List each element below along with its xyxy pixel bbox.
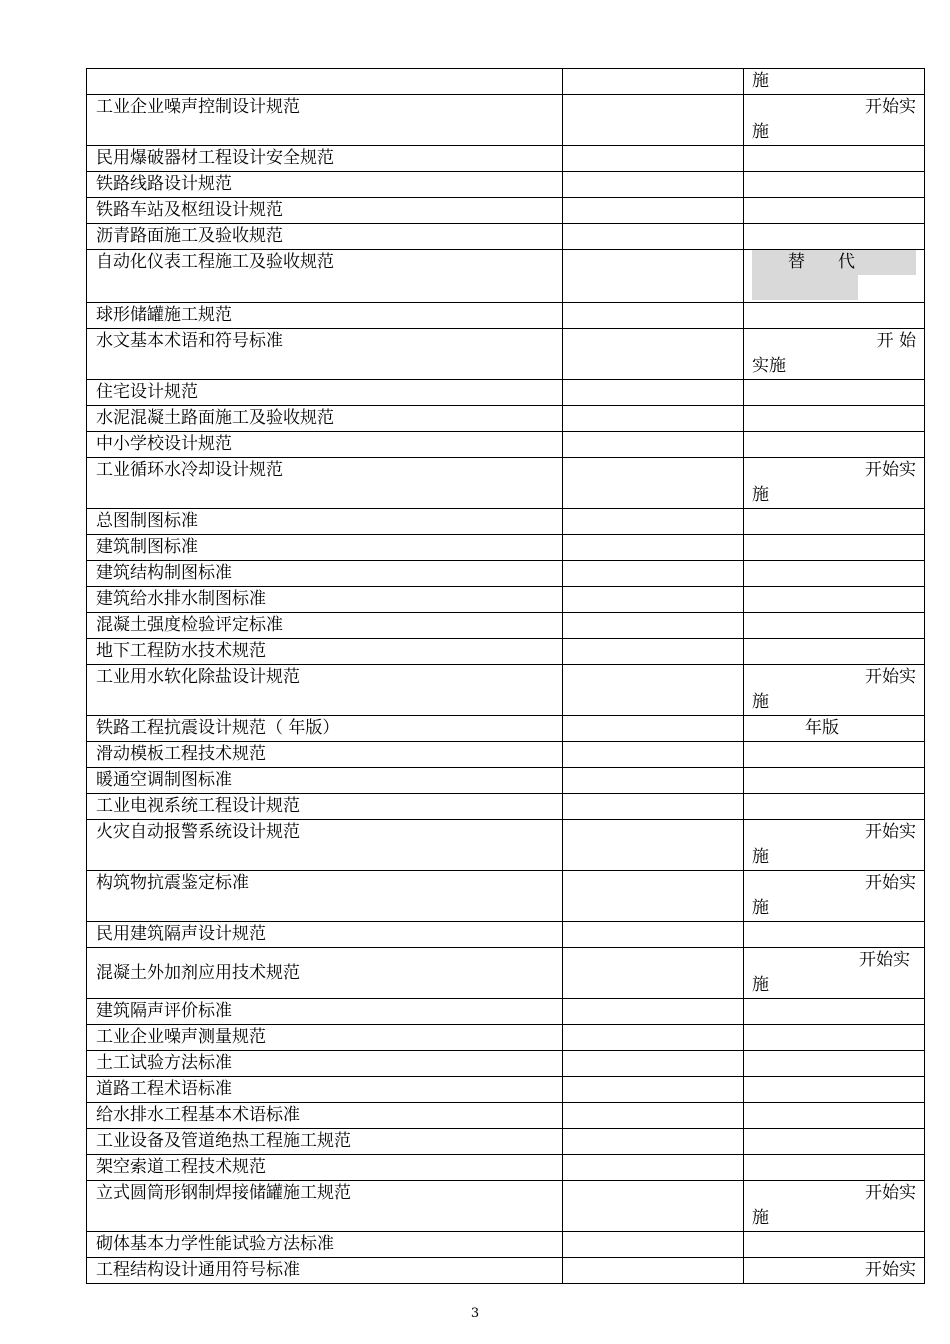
code-cell <box>563 871 744 922</box>
table-row <box>87 329 925 380</box>
code-cell <box>563 561 744 587</box>
note-cell <box>744 172 925 198</box>
standard-name-cell <box>87 250 563 303</box>
table-row <box>87 224 925 250</box>
standard-name: 自动化仪表工程施工及验收规范 <box>96 252 334 272</box>
standard-name-cell <box>87 948 563 999</box>
note-cell <box>744 1181 925 1232</box>
table-row <box>87 95 925 146</box>
note-cell <box>744 871 925 922</box>
code-cell <box>563 1077 744 1103</box>
code-cell <box>563 95 744 146</box>
standard-name-cell <box>87 639 563 665</box>
page-number: 3 <box>470 1306 480 1321</box>
status-text-cont: 施 <box>752 122 769 142</box>
table-row <box>87 1181 925 1232</box>
table-row <box>87 303 925 329</box>
table-row <box>87 716 925 742</box>
code-cell <box>563 768 744 794</box>
table-row <box>87 1232 925 1258</box>
table-row <box>87 1258 925 1284</box>
status-text: 开始实 <box>865 822 916 842</box>
standard-name-cell <box>87 587 563 613</box>
standard-name: 水泥混凝土路面施工及验收规范 <box>96 408 334 428</box>
standard-name-cell <box>87 198 563 224</box>
note-cell <box>744 406 925 432</box>
standard-name: 混凝土外加剂应用技术规范 <box>96 962 300 983</box>
table-row <box>87 1051 925 1077</box>
standard-name: 暖通空调制图标准 <box>96 770 232 790</box>
edition-text: 年版 <box>805 718 839 738</box>
standard-name-cell <box>87 1181 563 1232</box>
table-row <box>87 380 925 406</box>
standard-name-cell <box>87 1129 563 1155</box>
table-row <box>87 1129 925 1155</box>
standard-name: 砌体基本力学性能试验方法标准 <box>96 1234 334 1254</box>
code-cell <box>563 948 744 999</box>
status-text: 开始实 <box>865 667 916 687</box>
standard-name: 架空索道工程技术规范 <box>96 1157 266 1177</box>
note-cell <box>744 198 925 224</box>
status-text: 开始实 <box>865 97 916 117</box>
status-text-cont: 施 <box>752 692 769 712</box>
standard-name: 工业用水软化除盐设计规范 <box>96 667 300 687</box>
standard-name: 住宅设计规范 <box>96 382 198 402</box>
code-cell <box>563 1025 744 1051</box>
note-cell <box>744 639 925 665</box>
code-cell <box>563 509 744 535</box>
standard-name-cell <box>87 303 563 329</box>
code-cell <box>563 1232 744 1258</box>
note-cell <box>744 509 925 535</box>
table-row <box>87 1025 925 1051</box>
note-cell <box>744 329 925 380</box>
code-cell <box>563 146 744 172</box>
standard-name-cell <box>87 69 563 95</box>
note-cell <box>744 794 925 820</box>
code-cell <box>563 432 744 458</box>
status-text: 开始实 <box>859 950 910 970</box>
table-row <box>87 198 925 224</box>
status-text: 开始实 <box>865 1183 916 1203</box>
table-row <box>87 871 925 922</box>
code-cell <box>563 458 744 509</box>
table-row <box>87 794 925 820</box>
note-cell <box>744 1051 925 1077</box>
standard-name: 工业循环水冷却设计规范 <box>96 460 283 480</box>
note-cell <box>744 1025 925 1051</box>
note-cell <box>744 146 925 172</box>
standard-name: 混凝土强度检验评定标准 <box>96 615 283 635</box>
table-row <box>87 509 925 535</box>
table-row <box>87 768 925 794</box>
standard-name-cell <box>87 922 563 948</box>
standard-name-cell <box>87 613 563 639</box>
note-cell <box>744 999 925 1025</box>
note-cell <box>744 69 925 95</box>
standard-name-cell <box>87 1025 563 1051</box>
note-cell <box>744 380 925 406</box>
status-text: 开 始 <box>876 331 916 351</box>
code-cell <box>563 69 744 95</box>
standard-name: 民用爆破器材工程设计安全规范 <box>96 148 334 168</box>
code-cell <box>563 329 744 380</box>
standard-name-cell <box>87 329 563 380</box>
standard-name-cell <box>87 768 563 794</box>
standard-name-cell <box>87 406 563 432</box>
table-row <box>87 561 925 587</box>
standard-name: 建筑结构制图标准 <box>96 563 232 583</box>
note-cell <box>744 458 925 509</box>
status-text: 开始实 <box>865 1260 916 1280</box>
table-row <box>87 820 925 871</box>
table-row <box>87 587 925 613</box>
standard-name-cell <box>87 172 563 198</box>
standard-name: 总图制图标准 <box>96 511 198 531</box>
code-cell <box>563 794 744 820</box>
standard-name: 工业企业噪声测量规范 <box>96 1027 266 1047</box>
status-text-cont: 施 <box>752 847 769 867</box>
standard-name: 建筑制图标准 <box>96 537 198 557</box>
code-cell <box>563 1103 744 1129</box>
standard-name-cell <box>87 509 563 535</box>
code-cell <box>563 380 744 406</box>
standard-name: 给水排水工程基本术语标准 <box>96 1105 300 1125</box>
replace-text-char1: 替 <box>788 252 805 272</box>
replace-note-highlight <box>752 250 916 302</box>
table-row <box>87 922 925 948</box>
standard-name-cell <box>87 380 563 406</box>
note-cell <box>744 535 925 561</box>
note-cell <box>744 1129 925 1155</box>
standard-name: 地下工程防水技术规范 <box>96 641 266 661</box>
standard-name: 火灾自动报警系统设计规范 <box>96 822 300 842</box>
standard-name-cell <box>87 432 563 458</box>
table-row <box>87 458 925 509</box>
standard-name-cell <box>87 224 563 250</box>
note-cell <box>744 1258 925 1284</box>
standard-name-cell <box>87 535 563 561</box>
standard-name-cell <box>87 871 563 922</box>
note-cell <box>744 665 925 716</box>
standard-name-cell <box>87 716 563 742</box>
status-text-cont: 施 <box>752 485 769 505</box>
standard-name: 中小学校设计规范 <box>96 434 232 454</box>
standard-name: 沥青路面施工及验收规范 <box>96 226 283 246</box>
code-cell <box>563 250 744 303</box>
table-row <box>87 665 925 716</box>
code-cell <box>563 716 744 742</box>
standard-name-cell <box>87 1103 563 1129</box>
standard-name: 铁路车站及枢纽设计规范 <box>96 200 283 220</box>
standard-name: 工业企业噪声控制设计规范 <box>96 97 300 117</box>
code-cell <box>563 1181 744 1232</box>
code-cell <box>563 1258 744 1284</box>
code-cell <box>563 1051 744 1077</box>
table-row <box>87 69 925 95</box>
note-cell <box>744 250 925 303</box>
table-row <box>87 613 925 639</box>
replace-text-char2: 代 <box>838 252 855 272</box>
code-cell <box>563 1155 744 1181</box>
note-cell <box>744 95 925 146</box>
code-cell <box>563 198 744 224</box>
standard-name: 土工试验方法标准 <box>96 1053 232 1073</box>
table-row <box>87 535 925 561</box>
standard-name-cell <box>87 665 563 716</box>
note-cell <box>744 224 925 250</box>
table-row <box>87 406 925 432</box>
note-cell <box>744 432 925 458</box>
standard-name-cell <box>87 146 563 172</box>
table-row <box>87 1077 925 1103</box>
standard-name: 水文基本术语和符号标准 <box>96 331 283 351</box>
note-cell <box>744 948 925 999</box>
note-cell <box>744 1077 925 1103</box>
note-cell <box>744 1232 925 1258</box>
code-cell <box>563 1129 744 1155</box>
code-cell <box>563 613 744 639</box>
code-cell <box>563 224 744 250</box>
code-cell <box>563 172 744 198</box>
table-row <box>87 146 925 172</box>
code-cell <box>563 742 744 768</box>
standard-name-cell <box>87 1232 563 1258</box>
status-text-cont: 施 <box>752 1208 769 1228</box>
status-text: 开始实 <box>865 873 916 893</box>
standard-name: 构筑物抗震鉴定标准 <box>96 873 249 893</box>
table-row <box>87 1155 925 1181</box>
standard-name: 建筑隔声评价标准 <box>96 1001 232 1021</box>
standard-name-cell <box>87 1258 563 1284</box>
standard-name-cell <box>87 95 563 146</box>
standard-name: 建筑给水排水制图标准 <box>96 589 266 609</box>
table-row <box>87 999 925 1025</box>
standard-name: 铁路线路设计规范 <box>96 174 232 194</box>
standard-name-cell <box>87 1155 563 1181</box>
standard-name-cell <box>87 1051 563 1077</box>
note-cell <box>744 303 925 329</box>
code-cell <box>563 665 744 716</box>
standard-name: 工业电视系统工程设计规范 <box>96 796 300 816</box>
standard-name-cell <box>87 794 563 820</box>
table-row <box>87 432 925 458</box>
standard-name: 工程结构设计通用符号标准 <box>96 1260 300 1280</box>
standard-name-cell <box>87 1077 563 1103</box>
standard-name: 民用建筑隔声设计规范 <box>96 924 266 944</box>
standard-name: 球形储罐施工规范 <box>96 305 232 325</box>
table-row <box>87 1103 925 1129</box>
status-text-cont: 施 <box>752 975 769 995</box>
note-cell <box>744 922 925 948</box>
standard-name: 立式圆筒形钢制焊接储罐施工规范 <box>96 1183 351 1203</box>
standard-name-cell <box>87 561 563 587</box>
code-cell <box>563 303 744 329</box>
status-text: 开始实 <box>865 460 916 480</box>
standard-name-cell <box>87 458 563 509</box>
code-cell <box>563 922 744 948</box>
standard-name: 滑动模板工程技术规范 <box>96 744 266 764</box>
code-cell <box>563 820 744 871</box>
note-cell <box>744 1155 925 1181</box>
standard-name-cell <box>87 999 563 1025</box>
code-cell <box>563 535 744 561</box>
code-cell <box>563 406 744 432</box>
note-cell <box>744 561 925 587</box>
table-row <box>87 639 925 665</box>
note-cell <box>744 613 925 639</box>
note-cell <box>744 820 925 871</box>
status-text-cont: 施 <box>752 898 769 918</box>
standard-name-cell <box>87 742 563 768</box>
note-cell <box>744 1103 925 1129</box>
table-row <box>87 250 925 303</box>
standard-name-cell <box>87 820 563 871</box>
table-row <box>87 172 925 198</box>
standard-name: 铁路工程抗震设计规范（ 年版） <box>96 718 340 738</box>
code-cell <box>563 639 744 665</box>
standard-name: 道路工程术语标准 <box>96 1079 232 1099</box>
table-row <box>87 742 925 768</box>
note-cell <box>744 716 925 742</box>
code-cell <box>563 587 744 613</box>
code-cell <box>563 999 744 1025</box>
note-cell <box>744 587 925 613</box>
note-cell <box>744 768 925 794</box>
table-row <box>87 948 925 999</box>
status-text-cont: 实施 <box>752 356 786 376</box>
standards-table <box>86 68 925 1284</box>
standard-name: 工业设备及管道绝热工程施工规范 <box>96 1131 351 1151</box>
note-cell <box>744 742 925 768</box>
note-text: 施 <box>752 71 769 91</box>
